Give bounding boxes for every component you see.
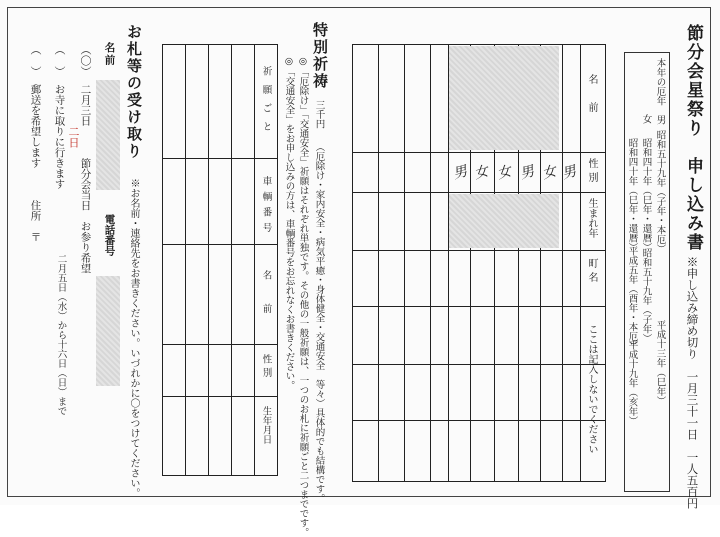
sex-entry-4: 男 — [518, 163, 537, 183]
option-1-text: 節分会当日 お参り希望 — [79, 158, 92, 274]
redacted-birth — [449, 194, 559, 248]
option-1-handwritten-date: 二日 — [67, 126, 80, 148]
sex-entry-5: 女 — [540, 163, 559, 183]
header-name: 名前 — [586, 74, 597, 130]
header-town: 町名 — [586, 258, 597, 286]
yakudoshi-female-5: 平成五年（酉年・本厄） — [626, 246, 638, 351]
office-use-note: ここは記入しないでください — [586, 324, 597, 454]
option-3-mark: （ ） — [29, 44, 42, 77]
header-birth-year: 生まれ年 — [586, 198, 597, 238]
kito-header-car: 車輌番号 — [260, 176, 272, 238]
option-1-mark: （〇） — [79, 44, 92, 77]
sex-entry-1: 男 — [451, 163, 470, 183]
yakudoshi-male-2: 平成十三年（巳年） — [654, 320, 666, 406]
form-title: 節分会星祭り 申し込み書 — [683, 24, 703, 252]
sex-entry-2: 女 — [472, 163, 491, 183]
pickup-title: お札等の受け取り — [125, 24, 143, 160]
kito-price: 三千円 — [313, 100, 325, 129]
option-2-range: 二月五日（水）から十六日（日）まで — [55, 254, 67, 416]
yakudoshi-male-1: 昭和五十九年（子年・本厄） — [654, 130, 666, 254]
kito-header-sex: 性別 — [260, 354, 272, 381]
address-label: 住所 〒 — [29, 200, 42, 242]
yakudoshi-label-female: 女 — [640, 114, 652, 124]
option-3-text: 郵送を希望します — [29, 84, 42, 168]
option-2-mark: （ ） — [53, 44, 66, 77]
kito-line-1: （厄除け・家内安全・病気平癒・身体健全・交通安全 等々）具体的でも結構です。 — [313, 142, 325, 503]
kito-line-3: ◎「交通安全」をお申し込みの方は、車輌番号をお忘れなくお書きください。 — [283, 56, 295, 390]
kito-header-prayer: 祈願ごと — [260, 66, 272, 140]
kito-title: 特別祈祷 — [311, 22, 329, 90]
sex-entry-3: 女 — [495, 163, 514, 183]
yakudoshi-label-male: 本年の厄年 男 — [654, 58, 666, 125]
kito-header-name: 名前 — [260, 270, 272, 337]
kito-line-2: ◎「厄除け」「交通安全」祈願はそれぞれ単独です。その他の一般祈願は、一つのお札に祈願ごと二つまでです。 — [297, 56, 309, 537]
sex-entry-6: 男 — [560, 163, 579, 183]
pickup-phone-label: 電話番号 — [103, 214, 116, 256]
kito-header-birthdate: 生年月日 — [260, 406, 272, 444]
redacted-names — [449, 46, 559, 150]
option-1-date: 二月三日 — [79, 84, 92, 126]
yakudoshi-female-1: 昭和四十年（巳年・還暦） — [640, 138, 652, 252]
redacted-contact-name — [96, 80, 120, 190]
header-sex: 性別 — [586, 158, 597, 186]
yakudoshi-female-4: 昭和四十年（巳年・還暦） — [626, 138, 638, 252]
pickup-note: ※お名前・連絡先をお書きください。いづれかに〇をつけてください。 — [128, 178, 139, 498]
redacted-phone — [96, 276, 120, 386]
pickup-name-label: 名前 — [103, 42, 116, 67]
yakudoshi-female-3: 平成十九年（亥年） — [626, 340, 638, 426]
deadline-note: ※申し込み締め切り 一月三十一日 一人五百円 — [685, 256, 700, 509]
yakudoshi-female-2: 昭和五十九年（子年） — [640, 248, 652, 343]
option-2-text: お寺に取りに行きます — [53, 84, 66, 189]
